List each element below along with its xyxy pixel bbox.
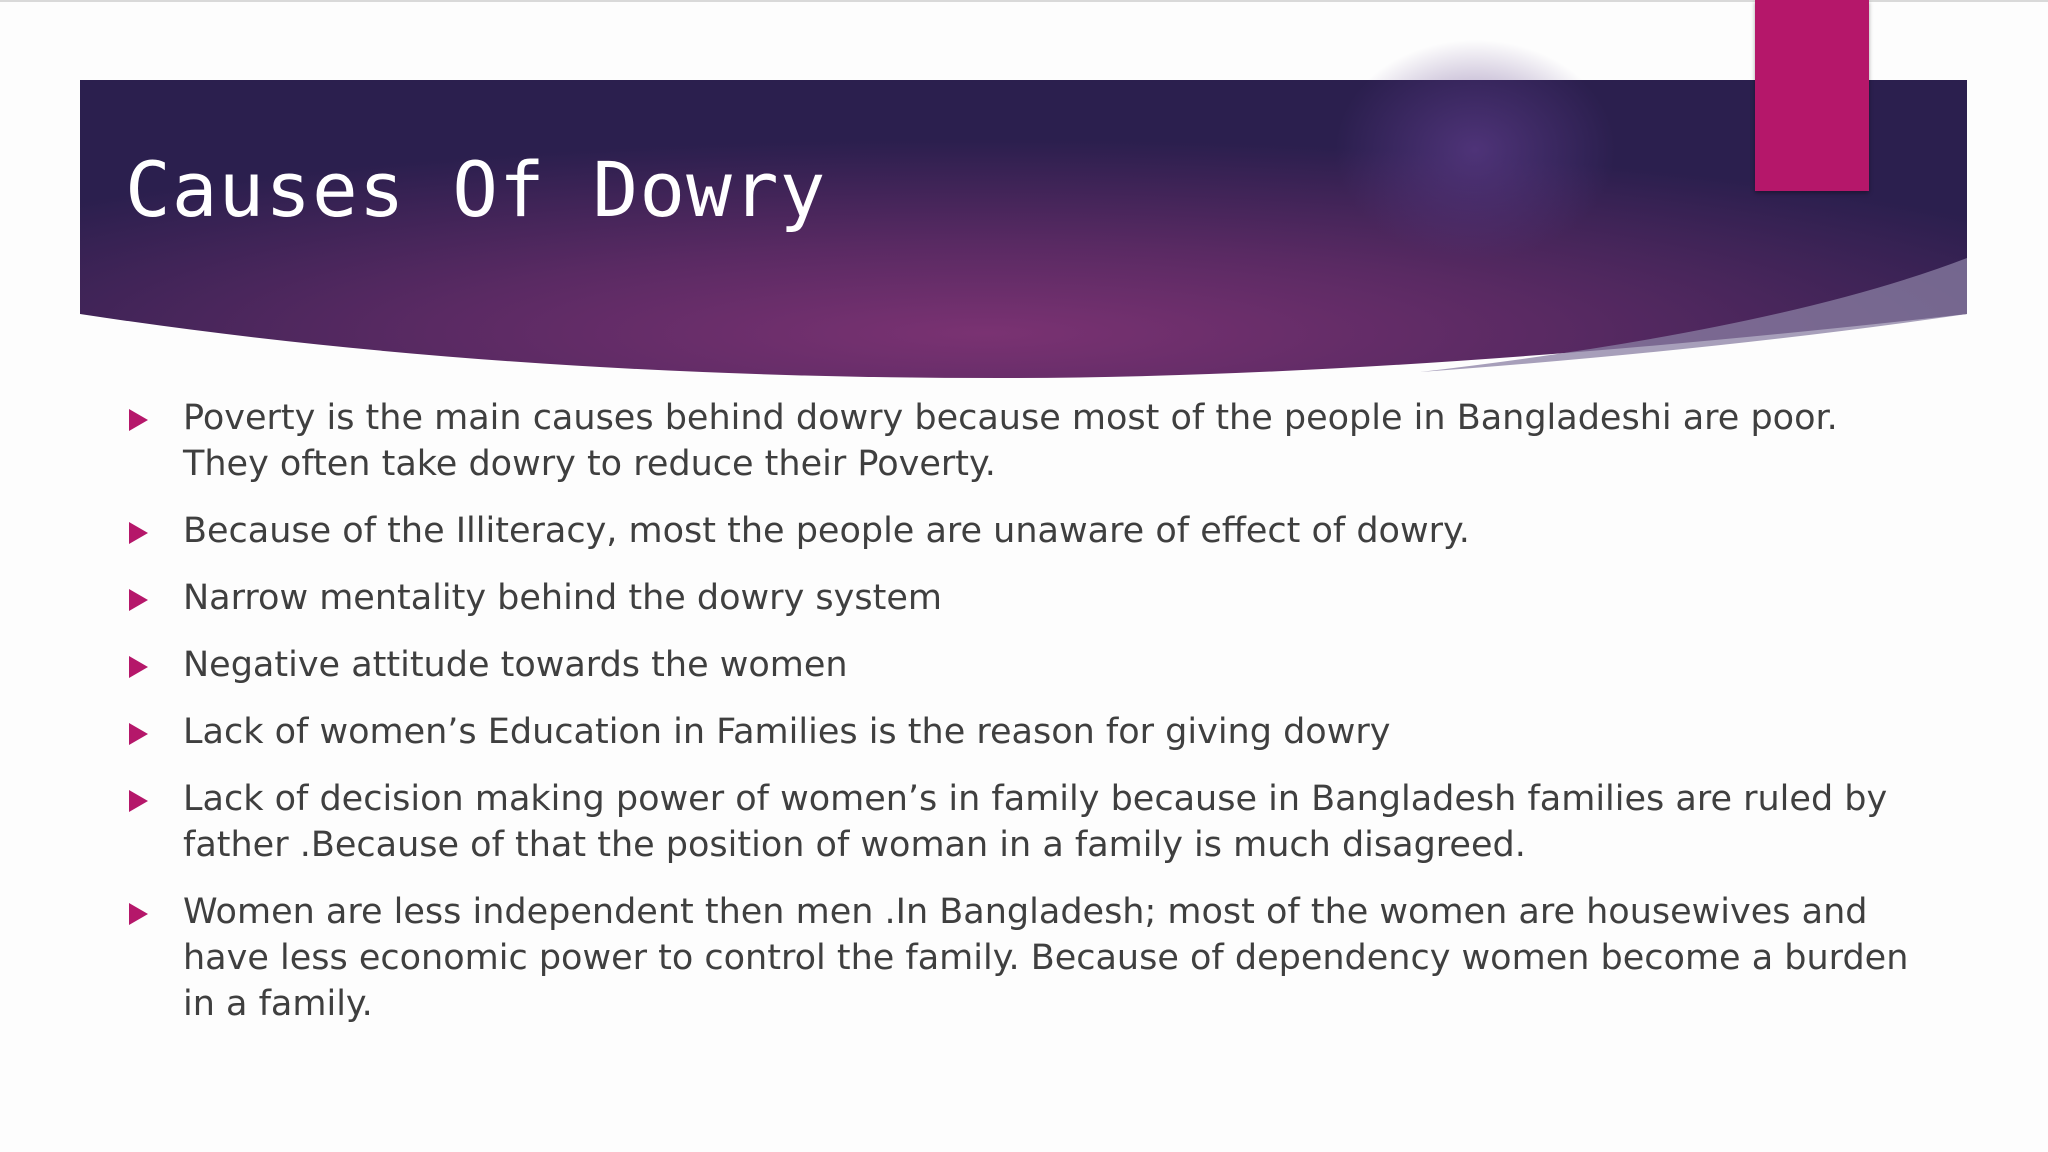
accent-tab: [1755, 0, 1869, 191]
banner-highlight: [1335, 40, 1615, 260]
bullet-text-line: Poverty is the main causes behind dowry because most of the people in Bangladeshi are poor.: [183, 398, 1838, 438]
triangle-right-icon: [129, 589, 148, 611]
bullet-item: [125, 889, 1909, 1027]
bullet-text-line: Negative attitude towards the women: [183, 645, 848, 685]
triangle-right-icon: [129, 522, 148, 544]
triangle-right-icon: [129, 903, 148, 925]
bullet-text-line: They often take dowry to reduce their Poverty.: [183, 444, 996, 484]
bullet-item: [125, 395, 1875, 487]
triangle-right-icon: [129, 790, 148, 812]
bullet-item: [125, 776, 1888, 868]
bullet-text-line: Lack of decision making power of women’s in family because in Bangladesh families are ruled by: [183, 779, 1888, 819]
bullet-text-line: Because of the Illiteracy, most the people are unaware of effect of dowry.: [183, 511, 1470, 551]
triangle-right-icon: [129, 723, 148, 745]
bullet-item: [125, 709, 1875, 755]
triangle-right-icon: [129, 656, 148, 678]
bullet-item: [125, 575, 1875, 621]
bullet-text-line: in a family.: [183, 984, 373, 1024]
bullet-text-line: Women are less independent then men .In Bangladesh; most of the women are housewives and: [183, 892, 1868, 932]
bullet-text-line: Lack of women’s Education in Families is the reason for giving dowry: [183, 712, 1391, 752]
bullet-text-line: have less economic power to control the family. Because of dependency women become a burden: [183, 938, 1909, 978]
bullet-text-line: Narrow mentality behind the dowry system: [183, 578, 942, 618]
bullet-text-line: father .Because of that the position of woman in a family is much disagreed.: [183, 825, 1526, 865]
bullet-item: [125, 642, 1875, 688]
bullet-item: [125, 508, 1875, 554]
slide-title: Causes Of Dowry: [125, 145, 827, 234]
bullet-list: [125, 395, 1909, 1048]
triangle-right-icon: [129, 409, 148, 431]
